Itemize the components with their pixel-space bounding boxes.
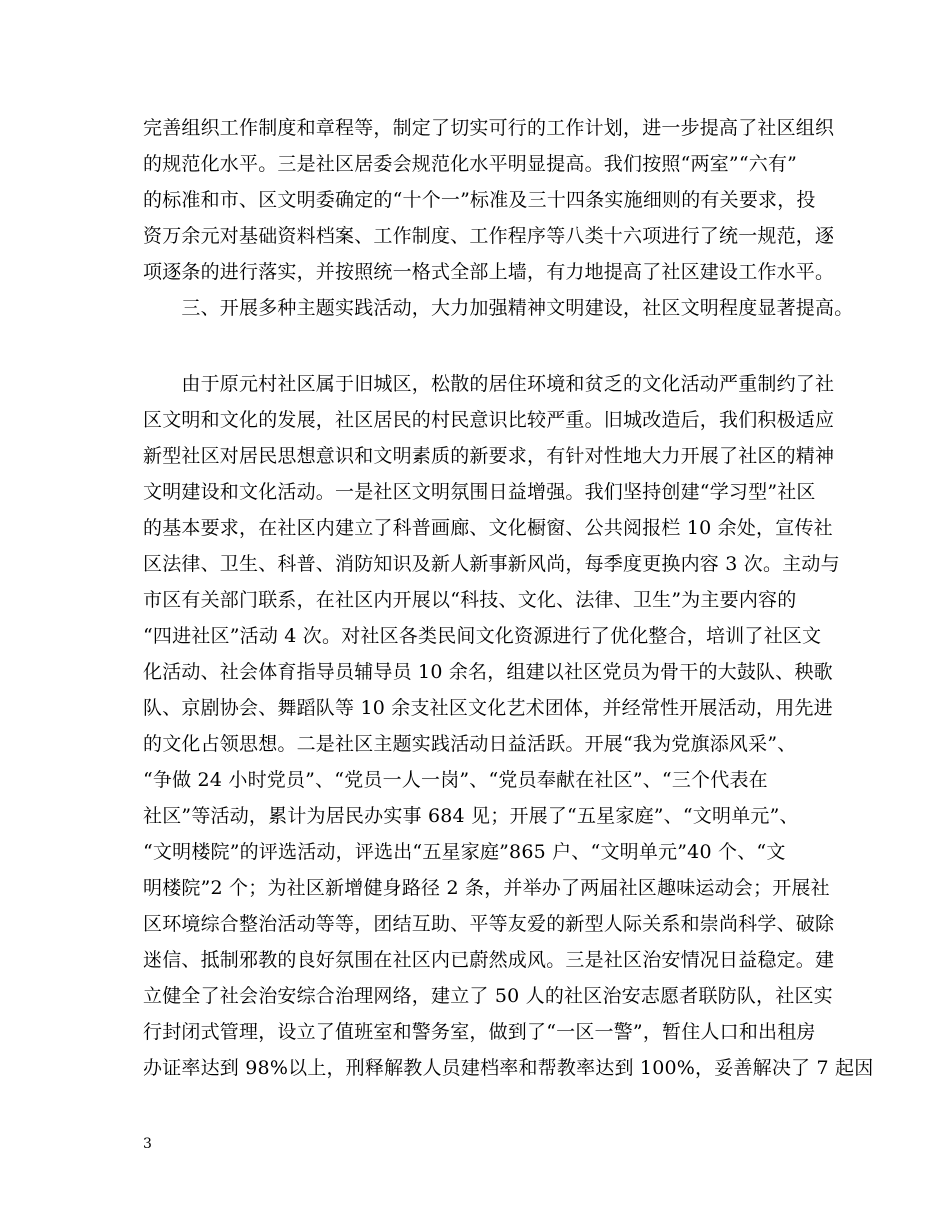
text-line: 市区有关部门联系，在社区内开展以“科技、文化、法律、卫生”为主要内容的 — [143, 589, 797, 611]
text-line: 的文化占领思想。二是社区主题实践活动日益活跃。开展“我为党旗添风采”、 — [143, 733, 797, 755]
text-line: “争做 24 小时党员”、“党员一人一岗”、“党员奉献在社区”、“三个代表在 — [143, 769, 768, 791]
text-line: 的规范化水平。三是社区居委会规范化水平明显提高。我们按照“两室”“六有” — [143, 153, 798, 175]
text-line: 化活动、社会体育指导员辅导员 10 余名，组建以社区党员为骨干的大鼓队、秧歌 — [143, 661, 833, 683]
text-line: 区文明和文化的发展，社区居民的村民意识比较严重。旧城改造后，我们积极适应 — [143, 409, 835, 431]
text-line: 的标准和市、区文明委确定的“十个一”标准及三十四条实施细则的有关要求，投 — [143, 189, 816, 211]
text-line: 社区”等活动，累计为居民办实事 684 见；开展了“五星家庭”、“文明单元”、 — [143, 805, 799, 827]
text-line: “文明楼院”的评选活动，评选出“五星家庭”865 户、“文明单元”40 个、“文 — [143, 841, 786, 863]
text-line: 迷信、抵制邪教的良好氛围在社区内已蔚然成风。三是社区治安情况日益稳定。建 — [143, 949, 835, 971]
text-line: 文明建设和文化活动。一是社区文明氛围日益增强。我们坚持创建“学习型”社区 — [143, 481, 816, 503]
text-line: 队、京剧协会、舞蹈队等 10 余支社区文化艺术团体，并经常性开展活动，用先进 — [143, 697, 833, 719]
paragraph-block-2 — [143, 366, 874, 1086]
text-line: “四进社区”活动 4 次。对社区各类民间文化资源进行了优化整合，培训了社区文 — [143, 625, 822, 647]
text-line: 由于原元村社区属于旧城区，松散的居住环境和贫乏的文化活动严重制约了社 — [143, 373, 835, 395]
text-line: 区法律、卫生、科普、消防知识及新人新事新风尚，每季度更换内容 3 次。主动与 — [143, 553, 840, 575]
text-line: 完善组织工作制度和章程等，制定了切实可行的工作计划，进一步提高了社区组织 — [143, 117, 835, 139]
page-number: 3 — [143, 1136, 152, 1152]
text-line: 明楼院”2 个；为社区新增健身路径 2 条，并举办了两届社区趣味运动会；开展社 — [143, 877, 830, 899]
text-line: 办证率达到 98%以上，刑释解教人员建档率和帮教率达到 100%，妥善解决了 7 起因 — [143, 1057, 874, 1079]
text-line: 行封闭式管理，设立了值班室和警务室，做到了“一区一警”，暂住人口和出租房 — [143, 1021, 816, 1043]
text-line: 三、开展多种主题实践活动，大力加强精神文明建设，社区文明程度显著提高。 — [143, 297, 854, 319]
text-line: 区环境综合整治活动等等，团结互助、平等友爱的新型人际关系和崇尚科学、破除 — [143, 913, 835, 935]
text-line: 的基本要求，在社区内建立了科普画廊、文化橱窗、公共阅报栏 10 余处，宣传社 — [143, 517, 833, 539]
paragraph-block-1 — [143, 110, 854, 326]
text-line: 项逐条的进行落实，并按照统一格式全部上墙，有力地提高了社区建设工作水平。 — [143, 261, 835, 283]
text-line: 新型社区对居民思想意识和文明素质的新要求，有针对性地大力开展了社区的精神 — [143, 445, 835, 467]
text-line: 资万余元对基础资料档案、工作制度、工作程序等八类十六项进行了统一规范，逐 — [143, 225, 835, 247]
text-line: 立健全了社会治安综合治理网络，建立了 50 人的社区治安志愿者联防队，社区实 — [143, 985, 833, 1007]
